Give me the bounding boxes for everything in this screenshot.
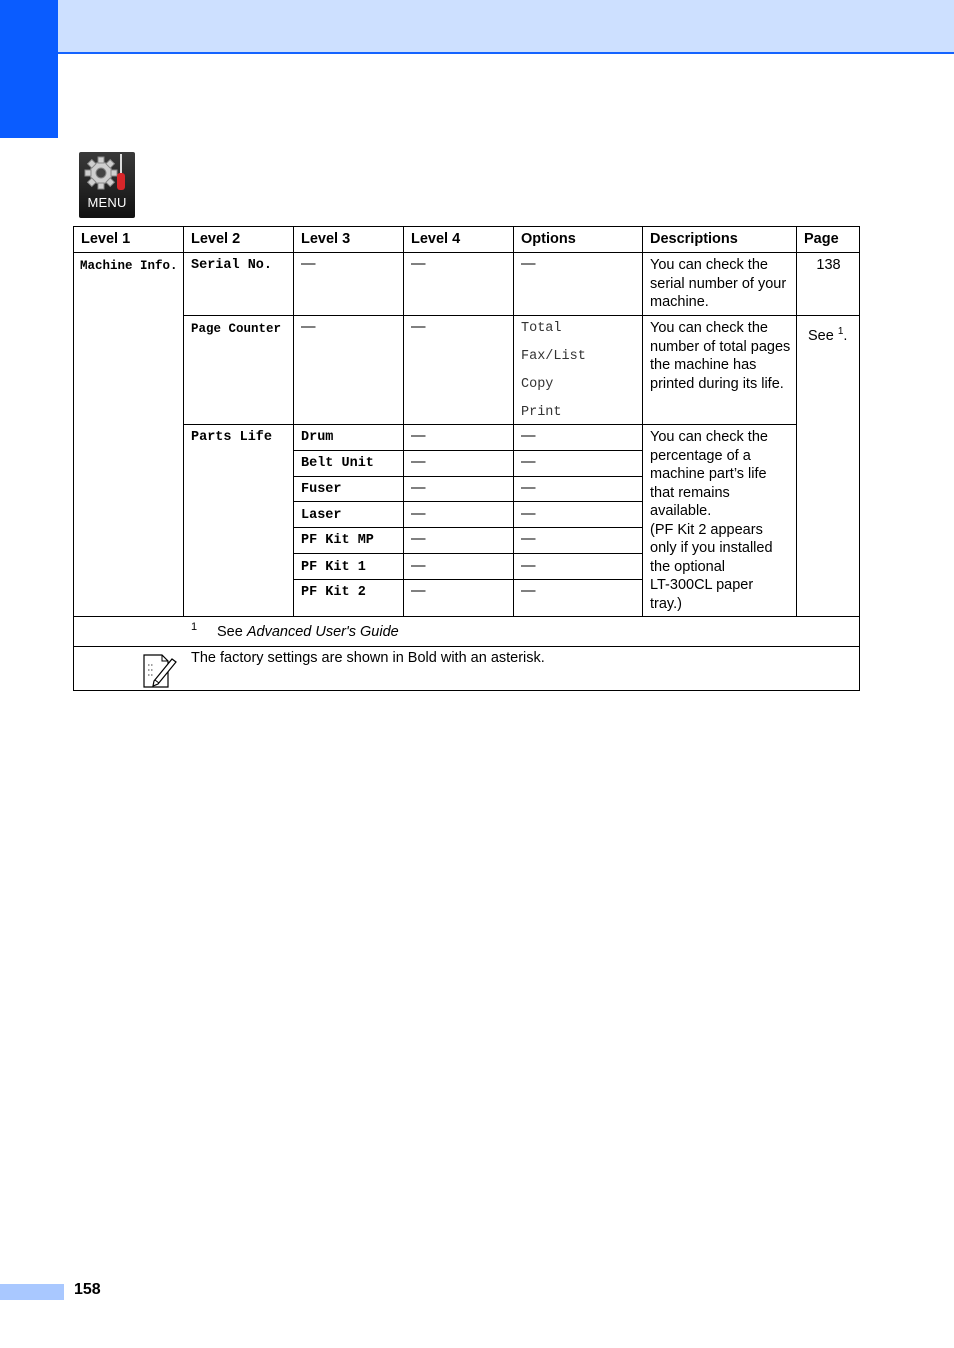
parts-desc-line: percentage of a [650,447,751,464]
fuser-options-dash: — [521,480,536,496]
note-pencil-icon [140,653,178,689]
footnote-text [217,624,399,640]
note-text: The factory settings are shown in Bold with an asterisk. [191,650,545,666]
page-counter-level3-dash: — [301,319,316,335]
option-print: Print [521,405,562,420]
parts-desc-line: tray.) [650,595,682,612]
serial-level4-dash: — [411,256,426,272]
parts-desc-line: only if you installed [650,540,773,556]
level3-pf-kit-1: PF Kit 1 [301,560,366,575]
pfkit1-options-dash: — [521,558,536,574]
page-number: 158 [74,1281,101,1298]
header-band [58,0,954,54]
belt-level4-dash: — [411,454,426,470]
header-options: Options [521,231,576,247]
parts-desc-line: available. [650,503,712,519]
serial-options-dash: — [521,256,536,272]
belt-options-dash: — [521,454,536,470]
footnote-prefix: See [217,624,247,640]
option-copy: Copy [521,377,554,392]
parts-life-description [650,428,795,613]
pfkit1-level4-dash: — [411,558,426,574]
menu-button-icon [79,152,135,218]
header-level1: Level 1 [81,231,131,247]
header-descriptions: Descriptions [650,231,738,247]
level3-pf-kit-2: PF Kit 2 [301,585,366,600]
pfkit2-level4-dash: — [411,583,426,599]
serial-level3-dash: — [301,256,316,272]
parts-desc-line: You can check the [650,429,768,445]
parts-desc-line: that remains [650,484,730,501]
parts-desc-line: LT-300CL paper [650,577,754,593]
page-footnote-ref: 1 [837,326,844,337]
pfkitmp-options-dash: — [521,531,536,547]
level2-serial-no: Serial No. [191,258,273,273]
level2-page-counter: Page Counter [191,322,282,336]
serial-description: You can check the serial number of your machine. [650,257,787,310]
parts-desc-line: the optional [650,558,725,575]
fuser-level4-dash: — [411,480,426,496]
drum-level4-dash: — [411,428,426,444]
page-number-bar [0,1284,64,1300]
header-level4: Level 4 [411,231,461,247]
level2-parts-life: Parts Life [191,430,273,445]
level3-fuser: Fuser [301,482,342,497]
page-see-text: See [808,327,834,344]
level3-drum: Drum [301,430,334,445]
page-counter-options [521,320,586,432]
option-total: Total [521,321,562,336]
header-page: Page [804,231,839,247]
level3-belt-unit: Belt Unit [301,456,374,471]
parts-desc-line: (PF Kit 2 appears [650,521,763,538]
footnote-number: 1 [191,621,198,633]
page-counter-page: See $^1$. [808,326,848,344]
header-level2: Level 2 [191,231,241,247]
pfkitmp-level4-dash: — [411,531,426,547]
page-counter-level4-dash: — [411,319,426,335]
page-counter-description: You can check the number of total pages the machine has printed during its life. [650,320,791,392]
parts-desc-line: machine part’s life [650,466,767,482]
level1-machine-info: Machine Info. [80,259,178,273]
level3-pf-kit-mp: PF Kit MP [301,533,374,548]
menu-label: MENU [87,195,127,210]
option-fax-list: Fax/List [521,349,586,364]
laser-level4-dash: — [411,506,426,522]
drum-options-dash: — [521,428,536,444]
level3-laser: Laser [301,508,342,523]
laser-options-dash: — [521,506,536,522]
pfkit2-options-dash: — [521,583,536,599]
serial-page: 138 [816,257,841,273]
chapter-tab [0,0,58,138]
footnote-guide-title: Advanced User's Guide [246,624,399,640]
header-level3: Level 3 [301,231,351,247]
